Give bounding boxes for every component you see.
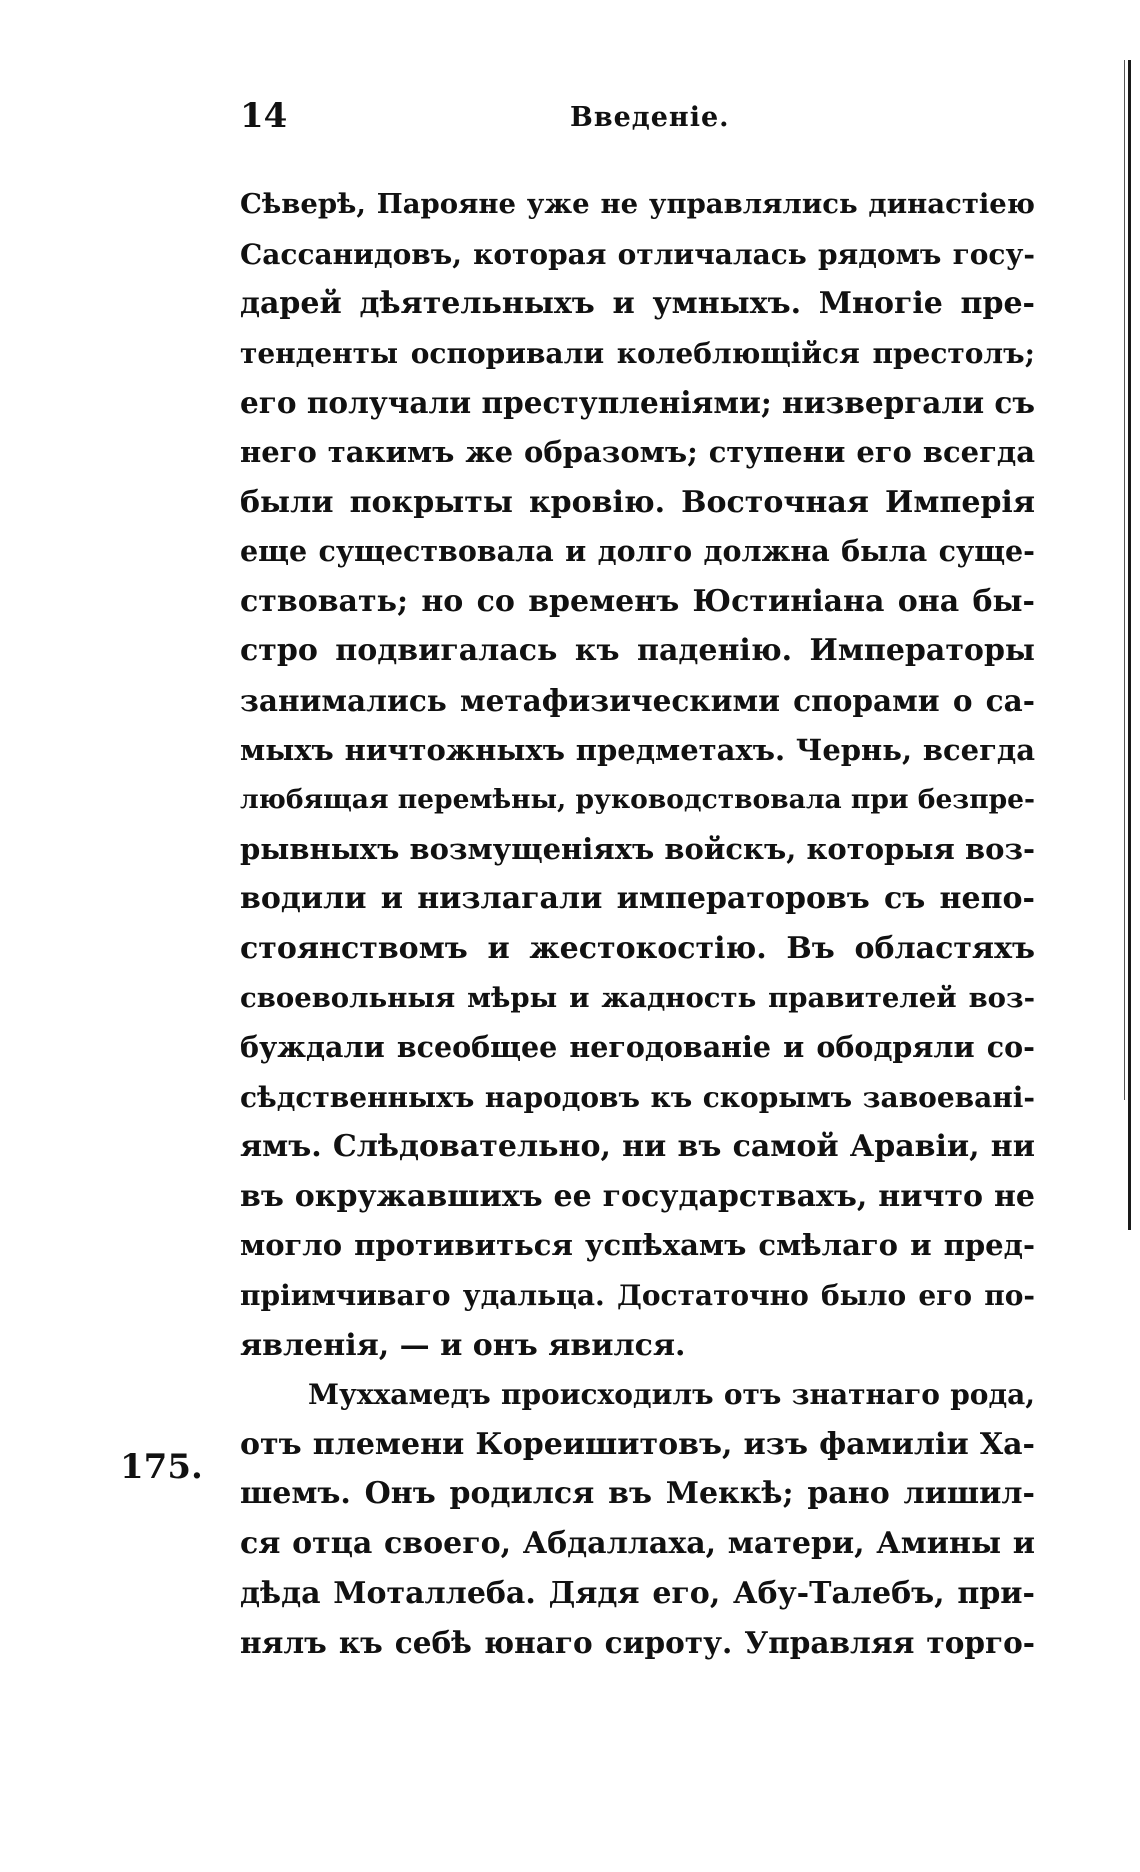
text-line: стоянствомъ и жестокостію. Въ областяхъ — [240, 930, 1035, 966]
text-line: ямъ. Слѣдовательно, ни въ самой Аравіи, ни — [240, 1129, 1035, 1165]
section-title: Введеніе. — [570, 102, 730, 133]
text-line: своевольныя мѣры и жадность правителей воз- — [240, 981, 1035, 1014]
running-head — [240, 96, 1035, 146]
text-line: любящая перемѣны, руководствовала при безпре- — [240, 784, 1035, 816]
text-line: дарей дѣятельныхъ и умныхъ. Многіе пре- — [240, 286, 1035, 322]
text-line: него такимъ же образомъ; ступени его всегда — [240, 434, 1035, 469]
text-line: явленія, — и онъ явился. — [240, 1327, 686, 1363]
text-line: шемъ. Онъ родился въ Меккѣ; рано лишил- — [240, 1476, 1035, 1512]
text-line: ствовать; но со временъ Юстиніана она бы- — [240, 583, 1035, 619]
page-edge-shadow — [1124, 60, 1125, 1100]
text-line: были покрыты кровію. Восточная Имперія — [240, 484, 1035, 520]
text-line: въ окружавшихъ ее государствахъ, ничто не — [240, 1178, 1035, 1214]
text-line: еще существовала и долго должна была суще- — [240, 534, 1035, 569]
text-line: буждали всеобщее негодованіе и ободряли со- — [240, 1030, 1035, 1065]
paragraph-2 — [240, 1370, 1035, 1668]
body-text — [240, 180, 1035, 1668]
text-line: Сѣверѣ, Парояне уже не управлялись династіею — [240, 188, 1035, 220]
margin-year-note: 175. — [120, 1447, 203, 1487]
text-line: сѣдственныхъ народовъ къ скорымъ завоевані- — [240, 1080, 1035, 1114]
text-line: стро подвигалась къ паденію. Императоры — [240, 633, 1035, 669]
text-line: дѣда Моталлеба. Дядя его, Абу-Талебъ, при- — [240, 1575, 1035, 1611]
text-line: занимались метафизическими спорами о са- — [240, 682, 1035, 718]
text-line: рывныхъ возмущеніяхъ войскъ, которыя воз- — [240, 831, 1035, 866]
text-line: тенденты оспоривали колеблющійся престолъ; — [240, 336, 1035, 370]
text-line: ся отца своего, Абдаллаха, матери, Амины и — [240, 1526, 1035, 1562]
page-number: 14 — [240, 96, 288, 136]
text-line: Сассанидовъ, которая отличалась рядомъ госу- — [240, 237, 1035, 271]
page-edge — [1128, 60, 1131, 1230]
text-line: Муххамедъ происходилъ отъ знатнаго рода, — [308, 1378, 1035, 1412]
text-line: пріимчиваго удальца. Достаточно было его по- — [240, 1279, 1035, 1313]
text-line: нялъ къ себѣ юнаго сироту. Управляя торго- — [240, 1625, 1035, 1661]
text-line: могло противиться успѣхамъ смѣлаго и пред- — [240, 1228, 1035, 1263]
text-line: его получали преступленіями; низвергали съ — [240, 385, 1035, 421]
text-line: мыхъ ничтожныхъ предметахъ. Чернь, всегда — [240, 732, 1035, 767]
paragraph-1 — [240, 180, 1035, 1370]
text-line: отъ племени Кореишитовъ, изъ фамиліи Ха- — [240, 1426, 1035, 1462]
text-line: водили и низлагали императоровъ съ непо- — [240, 881, 1035, 917]
